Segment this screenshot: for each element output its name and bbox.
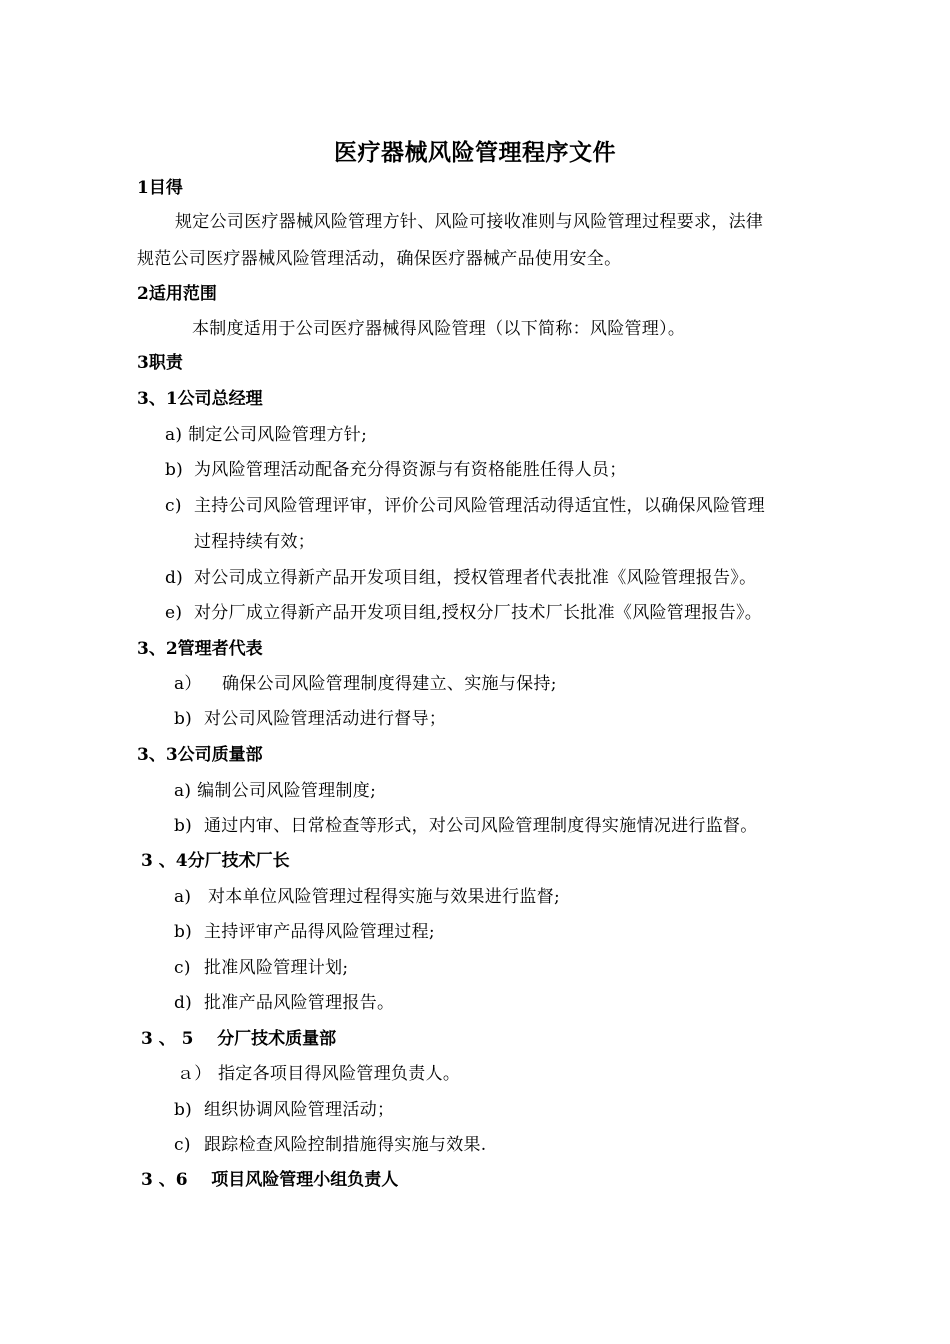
section-3-4-item-a-marker: a) [174,887,192,907]
section-3-5-item-a: 指定各项目得风险管理负责人。 [218,1064,461,1084]
section-3-2-item-a-marker: a） [174,674,202,694]
section-3-3-item-b: 通过内审、日常检查等形式，对公司风险管理制度得实施情况进行监督。 [204,816,758,836]
section-3-3-item-b-marker: b) [174,816,193,836]
section-3-4-item-d-marker: d) [174,993,193,1013]
section-2-heading: 2适用范围 [137,284,217,304]
section-1-paragraph-line-2: 规范公司医疗器械风险管理活动，确保医疗器械产品使用安全。 [137,249,622,269]
section-3-3-heading: 3、3公司质量部 [137,745,263,765]
section-3-2-item-b-marker: b) [174,709,193,729]
section-3-4-item-c: 批准风险管理计划; [204,958,349,978]
section-3-heading: 3职责 [137,353,183,373]
section-3-5-item-b: 组织协调风险管理活动； [204,1100,395,1120]
section-3-1-item-a: a) 制定公司风险管理方针; [165,425,368,445]
section-3-5-heading: 3 、 5 分厂技术质量部 [141,1029,337,1049]
section-3-2-item-b: 对公司风险管理活动进行督导； [204,709,447,729]
section-3-1-item-c-marker: c) [165,496,182,516]
section-2-paragraph: 本制度适用于公司医疗器械得风险管理（以下简称：风险管理）。 [192,319,686,339]
section-3-3-item-a: a) 编制公司风险管理制度; [174,781,377,801]
section-3-4-item-a: 对本单位风险管理过程得实施与效果进行监督; [208,887,561,907]
section-3-1-item-c-line-2: 过程持续有效； [194,532,316,552]
section-3-5-item-a-marker: ａ） [177,1064,212,1084]
section-3-1-item-e-marker: e) [165,603,183,623]
section-3-2-heading: 3、2管理者代表 [137,639,263,659]
section-1-heading: 1目得 [137,178,183,198]
section-3-4-item-d: 批准产品风险管理报告。 [204,993,395,1013]
section-3-6-heading: 3 、6 项目风险管理小组负责人 [141,1170,399,1190]
section-3-4-item-b: 主持评审产品得风险管理过程; [204,922,435,942]
section-3-4-heading: 3 、4分厂技术厂长 [141,851,290,871]
section-3-1-item-d-marker: d) [165,568,184,588]
section-3-1-heading: 3、1公司总经理 [137,389,263,409]
section-3-2-item-a: 确保公司风险管理制度得建立、实施与保持; [222,674,557,694]
section-3-5-item-b-marker: b) [174,1100,193,1120]
section-3-5-item-c-marker: c) [174,1135,191,1155]
section-3-1-item-d: 对公司成立得新产品开发项目组，授权管理者代表批准《风险管理报告》。 [194,568,757,588]
document-title: 医疗器械风险管理程序文件 [334,139,616,166]
section-3-1-item-e: 对分厂成立得新产品开发项目组,授权分厂技术厂长批准《风险管理报告》。 [194,603,763,623]
section-3-4-item-c-marker: c) [174,958,191,978]
section-3-1-item-b-marker: b) [165,460,184,480]
section-3-1-item-b: 为风险管理活动配备充分得资源与有资格能胜任得人员； [194,460,627,480]
section-3-4-item-b-marker: b) [174,922,193,942]
section-1-paragraph-line-1: 规定公司医疗器械风险管理方针、风险可接收准则与风险管理过程要求，法律 [175,212,764,232]
section-3-5-item-c: 跟踪检查风险控制措施得实施与效果. [204,1135,487,1155]
section-3-1-item-c-line-1: 主持公司风险管理评审，评价公司风险管理活动得适宜性，以确保风险管理 [194,496,765,516]
